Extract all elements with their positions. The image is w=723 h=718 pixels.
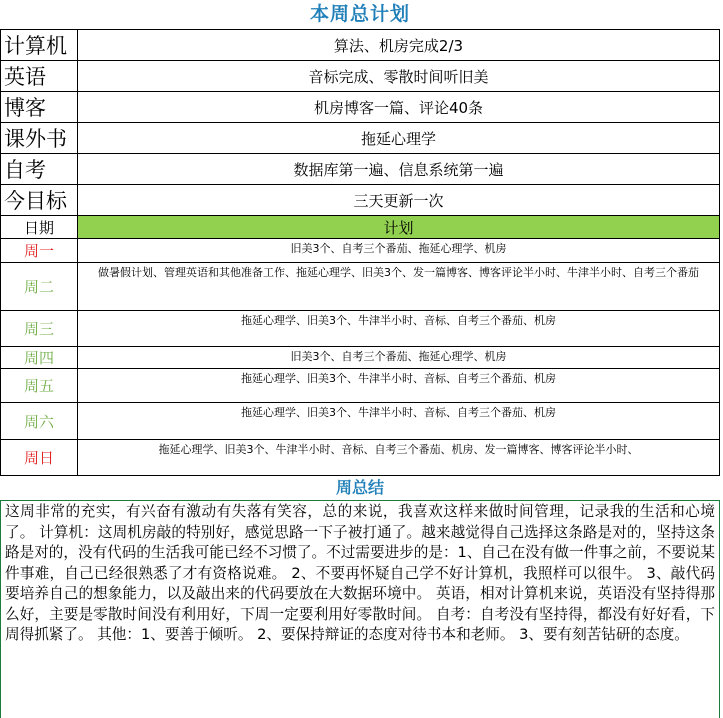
category-row [1, 185, 720, 216]
date-column-header[interactable]: 日期 [1, 216, 78, 239]
day-label[interactable]: 周三 [1, 311, 78, 347]
day-label[interactable]: 周一 [1, 239, 78, 263]
day-plan[interactable]: 拖延心理学、旧美3个、牛津半小时、音标、自考三个番茄、机房、发一篇博客、博客评论半小时、 [78, 440, 720, 476]
page-title: 本周总计划 [309, 3, 410, 25]
category-value[interactable]: 算法、机房完成2/3 [78, 30, 720, 61]
category-row [1, 92, 720, 123]
day-plan[interactable]: 做暑假计划、管理英语和其他准备工作、拖延心理学、旧美3个、发一篇博客、博客评论半小时、牛津半小时、自考三个番茄 [78, 263, 720, 311]
category-row [1, 30, 720, 61]
day-row [1, 239, 720, 263]
summary-title: 周总结 [335, 478, 384, 497]
day-plan[interactable]: 拖延心理学、旧美3个、牛津半小时、音标、自考三个番茄、机房 [78, 311, 720, 347]
category-label[interactable]: 今目标 [1, 185, 78, 216]
category-value[interactable]: 三天更新一次 [78, 185, 720, 216]
day-row [1, 369, 720, 403]
category-value[interactable]: 机房博客一篇、评论40条 [78, 92, 720, 123]
category-row [1, 154, 720, 185]
category-label[interactable]: 自考 [1, 154, 78, 185]
day-plan[interactable]: 旧美3个、自考三个番茄、拖延心理学、机房 [78, 239, 720, 263]
summary-text[interactable]: 这周非常的充实，有兴奋有激动有失落有笑容，总的来说，我喜欢这样来做时间管理，记录我的生活和心境了。 计算机：这周机房敲的特别好，感觉思路一下子被打通了。越来越觉得自己选择这条路是对的，坚持这条路是对的，没有代码的生活我可能已经不习惯了。不过需要进步的是：1、自己在没有做一件事之前，不要说某件事难，自己已经很熟悉了才有资格说难。 2、不要再怀疑自己学不好计算机，我照样可以很牛。 3、敲代码要培养自己的想象能力，以及敲出来的代码要放在大数据环境中。 英语，相对计算机来说，英语没有坚持得那么好，主要是零散时间没有利用好，下周一定要利用好零散时间。 自考：自考没有坚持得，都没有好好看，下周得抓紧了。 其他：1、要善于倾听。 2、要保持辩证的态度对待书本和老师。 3、要有刻苦钻研的态度。 [0, 500, 720, 718]
plan-table [0, 29, 720, 476]
category-value[interactable]: 数据库第一遍、信息系统第一遍 [78, 154, 720, 185]
plan-column-header[interactable]: 计划 [78, 216, 720, 239]
category-value[interactable]: 音标完成、零散时间听旧美 [78, 61, 720, 92]
category-label[interactable]: 英语 [1, 61, 78, 92]
category-row [1, 61, 720, 92]
category-label[interactable]: 课外书 [1, 123, 78, 154]
day-label[interactable]: 周四 [1, 347, 78, 369]
category-label[interactable]: 博客 [1, 92, 78, 123]
schedule-header-row [1, 216, 720, 239]
category-value[interactable]: 拖延心理学 [78, 123, 720, 154]
day-plan[interactable]: 拖延心理学、旧美3个、牛津半小时、音标、自考三个番茄、机房 [78, 369, 720, 403]
day-row [1, 347, 720, 369]
day-row [1, 440, 720, 476]
category-label[interactable]: 计算机 [1, 30, 78, 61]
day-row [1, 311, 720, 347]
day-label[interactable]: 周六 [1, 403, 78, 440]
day-row [1, 263, 720, 311]
day-label[interactable]: 周日 [1, 440, 78, 476]
day-plan[interactable]: 拖延心理学、旧美3个、牛津半小时、音标、自考三个番茄、机房 [78, 403, 720, 440]
category-row [1, 123, 720, 154]
day-label[interactable]: 周二 [1, 263, 78, 311]
day-plan[interactable]: 旧美3个、自考三个番茄、拖延心理学、机房 [78, 347, 720, 369]
day-row [1, 403, 720, 440]
day-label[interactable]: 周五 [1, 369, 78, 403]
